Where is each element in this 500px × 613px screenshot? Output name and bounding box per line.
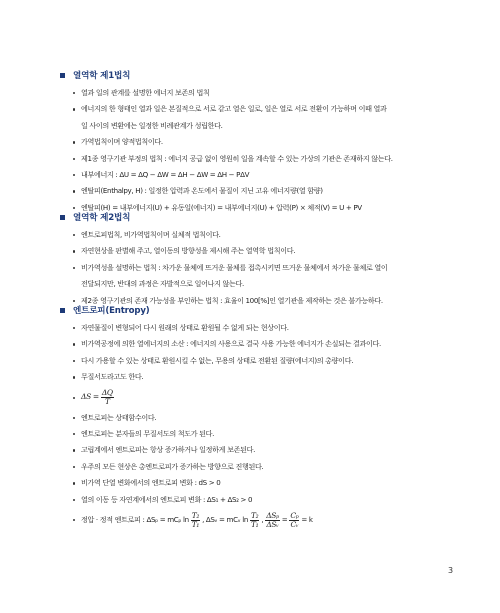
list-item: 가역법칙이며 양적법칙이다. <box>73 134 460 150</box>
list-item: 다시 가용할 수 있는 상태로 환원시킬 수 없는, 무용의 상태로 전환된 질량(에너지)의 총량이다. <box>73 353 460 369</box>
fraction-denominator: Cᵥ <box>290 519 299 529</box>
list-item-continuation: 전달되지만, 반대의 과정은 자발적으로 일어나지 않는다. <box>81 279 244 289</box>
section-heading <box>60 68 460 82</box>
formula-mid2: , <box>261 514 264 524</box>
formula-prefix: 정압 · 정적 엔트로피 : ΔSₚ = mCₚ ln <box>81 514 189 524</box>
square-bullet-icon <box>60 308 65 313</box>
list-item: 엔탈피(H) = 내부에너지(U) + 유동일(에너지) = 내부에너지(U) + 압력(P) × 체적(V) = U + PV <box>73 200 460 216</box>
page-number: 3 <box>448 566 454 575</box>
square-bullet-icon <box>60 215 65 220</box>
bullet-list <box>60 320 460 532</box>
entropy-formula <box>73 386 460 410</box>
fraction-numerator: T₂ <box>251 510 259 520</box>
list-item: 제2종 영구기관의 존재 가능성을 부인하는 법칙 : 효율이 100[%]인 열기관을 제작하는 것은 불가능하다. <box>73 293 460 309</box>
section-second-law <box>60 210 460 309</box>
section-heading <box>60 303 460 317</box>
list-item: 열과 일의 관계를 설명한 에너지 보존의 법칙 <box>73 85 460 101</box>
list-item-continuation: 일 사이의 변환에는 일정한 비례관계가 성립한다. <box>81 120 223 130</box>
fraction-denominator: T <box>104 397 110 407</box>
list-item: 엔탈피(Enthalpy, H) : 일정한 압력과 온도에서 물질이 지닌 고유 에너지량(열 함량) <box>73 183 460 199</box>
list-item: 고립계에서 엔트로피는 항상 증가하거나 일정하게 보존된다. <box>73 442 460 458</box>
formula-eq: = <box>281 514 288 524</box>
fraction <box>265 512 280 529</box>
list-item: 에너지의 한 형태인 열과 일은 본질적으로 서로 같고 열은 일로, 일은 열로 서로 전환이 가능하며 이때 열과 <box>73 101 460 117</box>
list-item: 비가역공정에 의한 열에너지의 소산 : 에너지의 사용으로 결국 사용 가능한 에너지가 손실되는 결과이다. <box>73 336 460 352</box>
fraction-numerator: ΔSₚ <box>266 510 279 520</box>
heading-text: 열역학 제2법칙 <box>73 213 131 223</box>
list-item: 엔트로피는 분자들의 무질서도의 척도가 된다. <box>73 426 460 442</box>
fraction-denominator: ΔSᵥ <box>266 519 279 529</box>
square-bullet-icon <box>60 73 65 78</box>
bullet-list <box>60 85 460 216</box>
fraction <box>289 512 299 529</box>
list-item: 내부에너지 : ΔU = ΔQ − ΔW = ΔH − ΔW = ΔH − PΔV <box>73 167 460 183</box>
entropy-constant-formula <box>73 508 460 532</box>
formula-tail: = k <box>301 514 313 524</box>
section-first-law <box>60 68 460 216</box>
fraction <box>250 512 259 529</box>
fraction-denominator: T₁ <box>251 519 259 529</box>
bullet-list <box>60 227 460 309</box>
fraction-denominator: T₁ <box>191 519 200 529</box>
fraction-numerator: Cₚ <box>290 510 299 520</box>
list-item: 자연현상을 판별해 주고, 열이동의 방향성을 제시해 주는 열역학 법칙이다. <box>73 243 460 259</box>
heading-text: 엔트로피(Entropy) <box>73 306 150 316</box>
formula-lhs: ΔS = <box>81 392 99 402</box>
heading-text: 열역학 제1법칙 <box>73 71 131 81</box>
list-item: 엔트로피는 상태함수이다. <box>73 410 460 426</box>
list-item: 제1종 영구기관 부정의 법칙 : 에너지 공급 없이 영원히 일을 계속할 수 있는 가상의 기관은 존재하지 않는다. <box>73 151 460 167</box>
fraction-numerator: T₂ <box>191 510 200 520</box>
list-item: 자연물질이 변형되어 다시 원래의 상태로 환원될 수 없게 되는 현상이다. <box>73 320 460 336</box>
list-item: 엔트로피법칙, 비가역법칙이며 실체적 법칙이다. <box>73 227 460 243</box>
list-item: 비가역 단열 변화에서의 엔트로피 변화 : dS > 0 <box>73 475 460 491</box>
list-item: 우주의 모든 현상은 총엔트로피가 증가하는 방향으로 진행된다. <box>73 459 460 475</box>
fraction <box>191 512 200 529</box>
list-item: 무질서도라고도 한다. <box>73 369 460 385</box>
list-item: 비가역성을 설명하는 법칙 : 차가운 물체에 뜨거운 물체를 접촉시키면 뜨거운 물체에서 차가운 물체로 열이 <box>73 260 460 276</box>
formula-mid: , ΔSᵥ = mCᵥ ln <box>202 514 248 524</box>
list-item: 열의 이동 등 자연계에서의 엔트로피 변화 : ΔS₁ + ΔS₂ > 0 <box>73 492 460 508</box>
section-entropy <box>60 303 460 532</box>
fraction-numerator: ΔQ <box>101 388 113 398</box>
section-heading <box>60 210 460 224</box>
fraction <box>101 389 114 406</box>
